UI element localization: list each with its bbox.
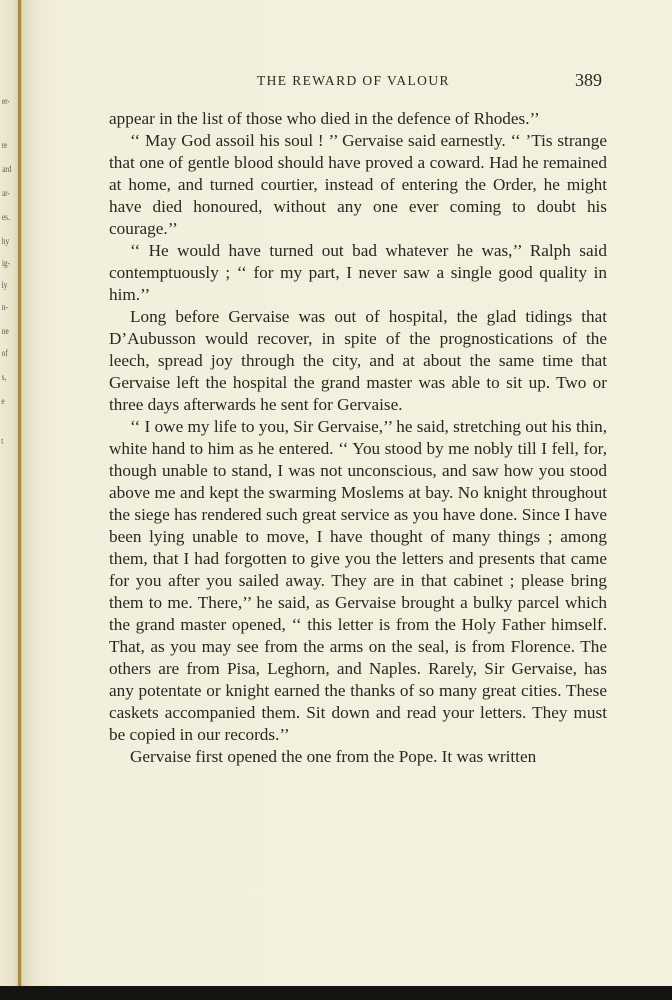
gutter-mark: ig- — [2, 258, 10, 268]
paragraph: Gervaise first opened the one from the Pope. It was written — [130, 747, 537, 766]
paragraph: Long before Gervaise was out of hospital, the glad tidings that D’Aubusson would recover, in spite of the prognostications of the leech, spread joy through the city, and at about the same time that Gervaise left the hospital the grand master was able to sit up. Two or three days afterwards he sent for Gervaise. — [109, 307, 607, 414]
gutter-mark: er- — [1, 96, 10, 106]
facing-page-edge — [0, 0, 22, 986]
book-page — [22, 0, 672, 986]
scan-bottom-edge — [0, 986, 672, 1000]
gutter-mark: of — [1, 348, 8, 358]
gutter-mark: ly — [1, 280, 8, 290]
paragraph: ‘‘ May God assoil his soul ! ’’ Gervaise said earnestly. ‘‘ ’Tis strange that one of gentle blood should have proved a coward. Had he remained at home, and turned courtier, instead of entering the Order, he might have died honoured, without any one ever coming to doubt his courage.’’ — [109, 131, 607, 238]
paragraph: ‘‘ He would have turned out bad whatever he was,’’ Ralph said contemptuously ; ‘‘ for my part, I never saw a single good quality in him.’’ — [109, 241, 607, 304]
gutter-mark: ard — [2, 164, 12, 174]
gutter-binding-line — [18, 0, 21, 986]
running-head: THE REWARD OF VALOUR — [257, 73, 450, 88]
gutter-mark: hy — [1, 236, 10, 246]
gutter-mark: t — [1, 436, 4, 446]
gutter-mark: n- — [1, 302, 8, 312]
gutter-mark: ar- — [1, 188, 10, 198]
gutter-mark: ne — [1, 326, 9, 336]
page-header — [22, 70, 672, 92]
gutter-mark: es. — [1, 212, 10, 222]
gutter-mark: re — [1, 140, 8, 150]
paragraph: appear in the list of those who died in the defence of Rhodes.’’ — [109, 109, 540, 128]
page-number: 389 — [575, 70, 602, 90]
gutter-mark: e — [1, 396, 5, 406]
body-text — [109, 108, 607, 768]
paragraph: ‘‘ I owe my life to you, Sir Gervaise,’’ he said, stretching out his thin, white hand to him as he entered. ‘‘ You stood by me nobly till I fell, for, though unable to stand, I was not unconscious, and saw how you stood above me and kept the swarming Moslems at bay. No knight throughout the siege has rendered such great service as you have done. Since I have been lying unable to move, I have thought of many things ; among them, that I had forgotten to give you the letters and presents that came for you after you sailed away. They are in that cabinet ; please bring them to me. There,’’ he said, as Gervaise brought a bulky parcel which the grand master opened, ‘‘ this letter is from the Holy Father himself. That, as you may see from the arms on the seal, is from Florence. The others are from Pisa, Leghorn, and Naples. Rarely, Sir Gervaise, has any potentate or knight earned the thanks of so many great cities. These caskets accompanied them. Sit down and read your letters. They must be copied in our records.’’ — [109, 417, 607, 744]
gutter-mark: s, — [1, 372, 7, 382]
